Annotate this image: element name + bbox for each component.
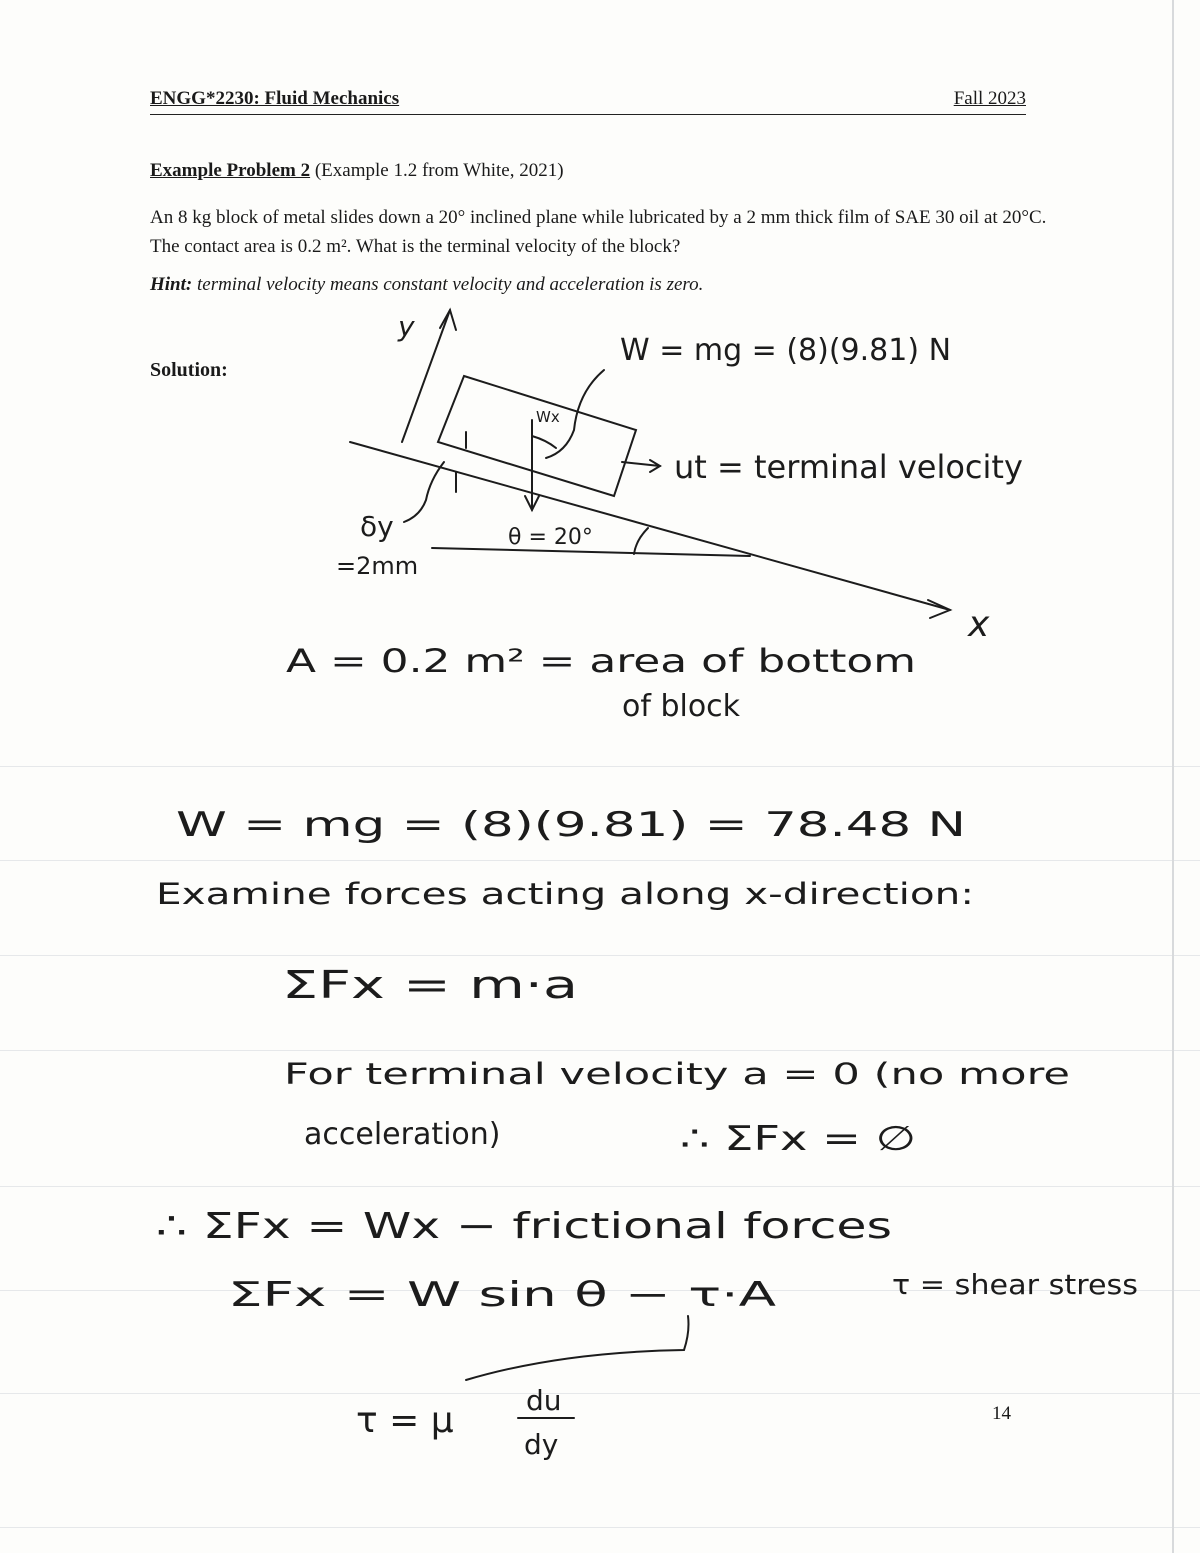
tau-equation-numerator: du [526,1384,562,1417]
weight-equation: W = mg = (8)(9.81) N [620,333,952,368]
x-axis-arrowhead [928,600,950,618]
tau-definition: τ = shear stress [892,1268,1138,1301]
x-axis-label: x [968,604,990,645]
tau-equation-denominator: dy [524,1428,559,1461]
problem-source: (Example 1.2 from White, 2021) [314,160,564,181]
problem-statement: An 8 kg block of metal slides down a 20° inclined plane while lubricated by a 2 mm thick film of SAE 30 oil at 20°C. The contact area is 0.2 m². What is the terminal velocity of the block? [150,207,1047,257]
film-label: δy [360,510,394,543]
block [438,376,636,496]
wx-arrow [532,436,556,448]
tau-equation-lhs: τ = μ [356,1400,454,1441]
sum-expanded: ΣFx = W sin θ − τ·A [228,1275,776,1315]
film-value: =2mm [336,552,419,580]
page-number: 14 [992,1403,1011,1424]
problem-title-main: Example Problem 2 [150,160,311,181]
hint-text: terminal velocity means constant velocity and acceleration is zero. [196,274,704,295]
velocity-label: ut = terminal velocity [674,448,1023,486]
newton-law: ΣFx = m·a [282,963,578,1007]
course-title: ENGG*2230: Fluid Mechanics [150,88,400,109]
area-line-1: A = 0.2 m² = area of bottom [286,642,916,680]
sum-forces: ∴ ΣFx = Wx − frictional forces [156,1206,892,1247]
term-label: Fall 2023 [953,88,1026,109]
y-axis-label: y [398,310,415,343]
angle-arc [634,528,648,554]
solution-label: Solution: [150,359,228,381]
film-leader [404,462,444,522]
angle-label: θ = 20° [508,525,593,550]
terminal-line-2: acceleration) [304,1117,501,1152]
tau-leader [466,1316,689,1380]
terminal-line-1: For terminal velocity a = 0 (no more [284,1057,1070,1091]
hint-label: Hint: [150,274,193,295]
wx-label: Wx [536,408,560,426]
y-axis-arrowhead [440,310,456,330]
weight-calc: W = mg = (8)(9.81) = 78.48 N [176,805,966,845]
terminal-conclusion: ∴ ΣFx = ∅ [680,1119,916,1159]
examine-line: Examine forces acting along x-direction: [156,877,974,911]
area-line-2: of block [622,689,741,724]
